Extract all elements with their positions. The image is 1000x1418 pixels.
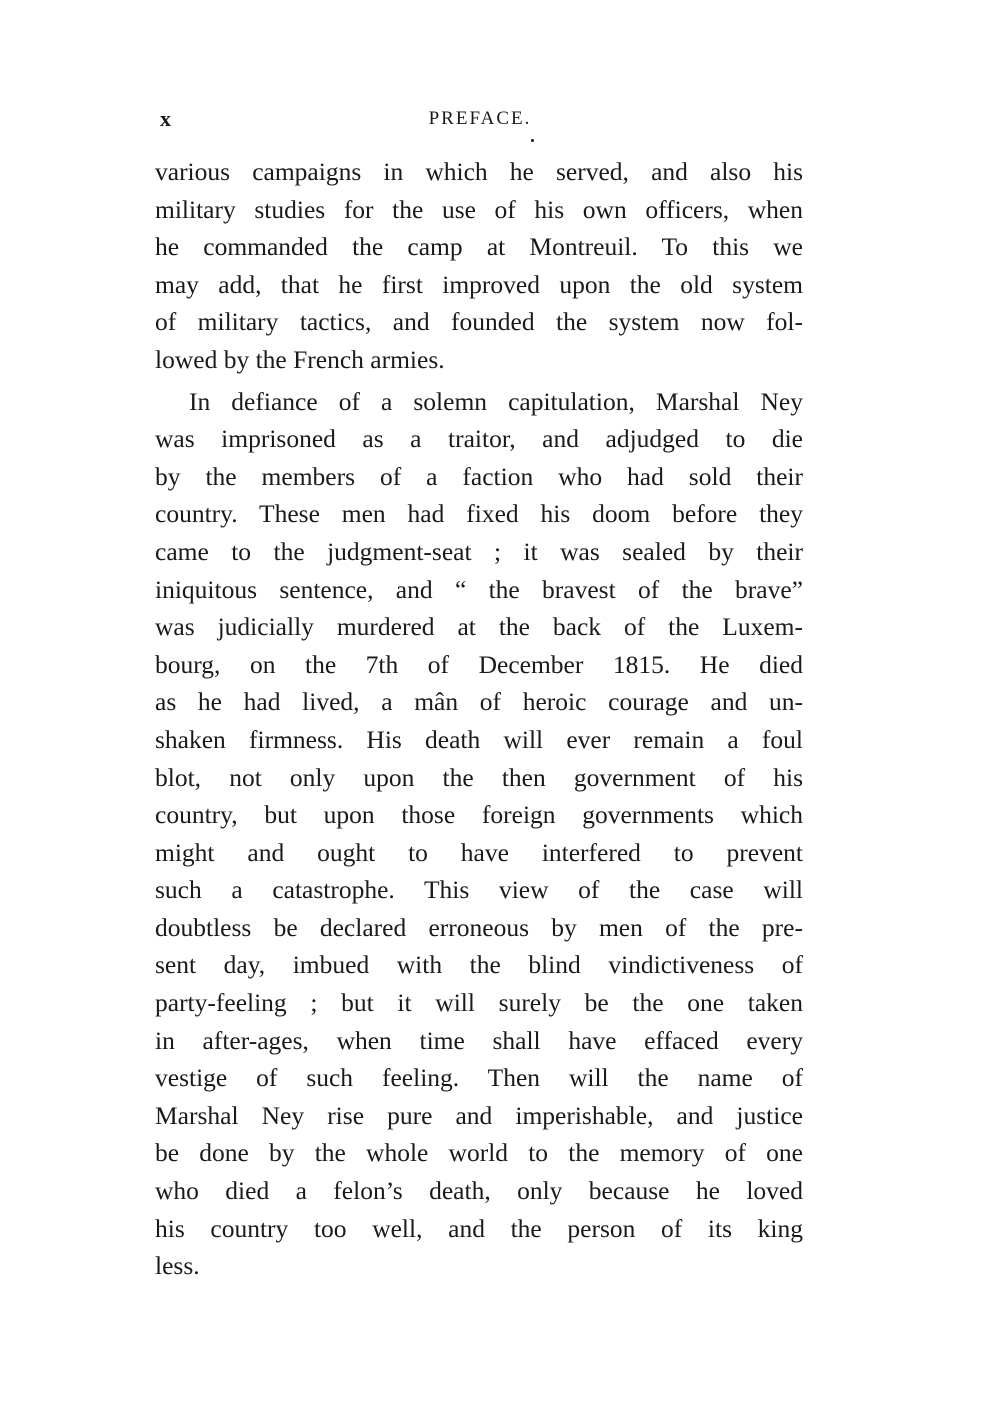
text-line: less.: [155, 1251, 200, 1281]
text-line: sent day, imbued with the blind vindictiveness of: [155, 950, 803, 980]
text-line: of military tactics, and founded the system now fol-: [155, 307, 803, 337]
text-line: might and ought to have interfered to prevent: [155, 837, 803, 867]
page-body: [155, 153, 803, 1285]
text-line: vestige of such feeling. Then will the name of: [155, 1063, 803, 1093]
page-header: [160, 106, 800, 140]
text-line: his country too well, and the person of its king: [155, 1213, 803, 1243]
text-line: blot, not only upon the then government of his: [155, 762, 803, 792]
paragraph-1: [155, 153, 803, 379]
text-line: country. These men had fixed his doom before they: [155, 499, 803, 529]
text-line: was imprisoned as a traitor, and adjudged to die: [155, 424, 803, 454]
text-line: be done by the whole world to the memory of one: [155, 1138, 803, 1168]
text-line: by the members of a faction who had sold their: [155, 461, 803, 491]
text-line: in after-ages, when time shall have effaced every: [155, 1025, 803, 1055]
text-line: came to the judgment-seat ; it was sealed by their: [155, 536, 803, 566]
text-line: may add, that he first improved upon the old system: [155, 269, 803, 299]
text-line: lowed by the French armies.: [155, 344, 445, 374]
running-head: PREFACE.: [428, 108, 532, 129]
text-line: doubtless be declared erroneous by men of the pre-: [155, 912, 803, 942]
text-line: shaken firmness. His death will ever remain a foul: [155, 724, 803, 754]
text-line: such a catastrophe. This view of the case will: [155, 875, 803, 905]
text-line: bourg, on the 7th of December 1815. He died: [155, 649, 803, 679]
text-line: In defiance of a solemn capitulation, Marshal Ney: [189, 386, 803, 416]
text-line: military studies for the use of his own officers, when: [155, 194, 803, 224]
text-line: he commanded the camp at Montreuil. To this we: [155, 232, 803, 262]
ink-dot: [531, 139, 534, 142]
text-line: country, but upon those foreign governments which: [155, 800, 803, 830]
paragraph-2: [155, 383, 803, 1285]
text-line: iniquitous sentence, and “ the bravest of the brave”: [155, 574, 803, 604]
text-line: as he had lived, a mân of heroic courage and un-: [155, 687, 803, 717]
text-line: was judicially murdered at the back of the Luxem-: [155, 612, 803, 642]
page-number: x: [160, 106, 172, 131]
text-line: various campaigns in which he served, and also his: [155, 157, 803, 186]
text-line: Marshal Ney rise pure and imperishable, and justice: [155, 1100, 803, 1130]
text-line: party-feeling ; but it will surely be the one taken: [155, 988, 803, 1018]
text-line: who died a felon’s death, only because he loved: [155, 1176, 803, 1206]
